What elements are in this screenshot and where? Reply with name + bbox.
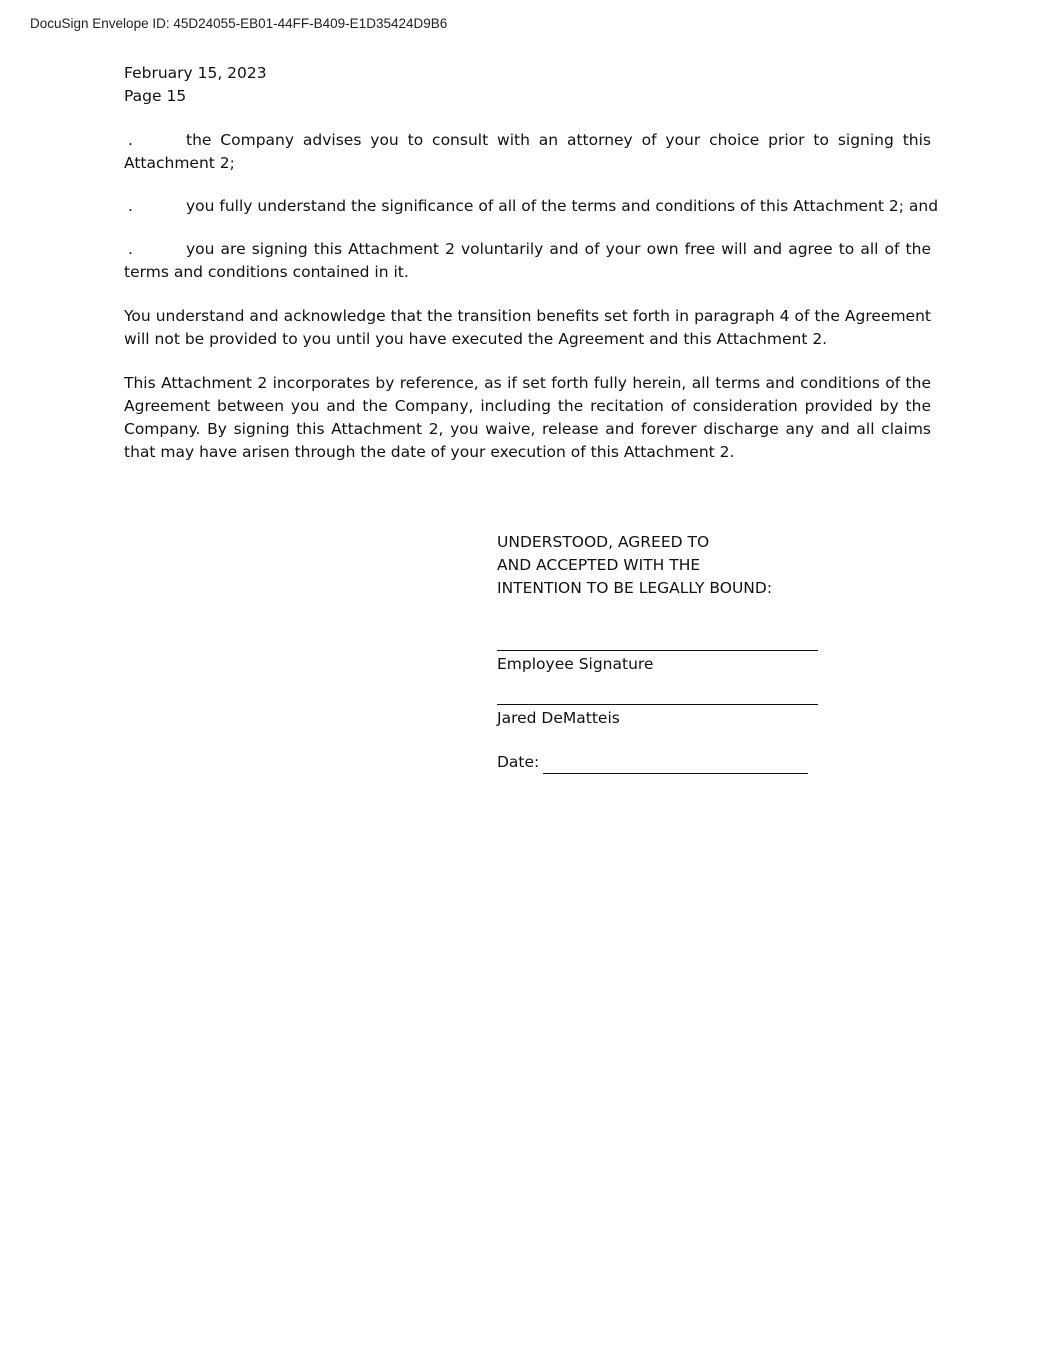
bullet-marker: .: [128, 131, 133, 149]
bullet-item-attorney: [124, 129, 931, 175]
date-row: [497, 751, 827, 774]
docusign-envelope-id: DocuSign Envelope ID: 45D24055-EB01-44FF-B409-E1D35424D9B6: [30, 16, 448, 31]
signature-block: [497, 531, 827, 774]
document-date: February 15, 2023: [124, 64, 267, 82]
employee-signature-label: Employee Signature: [497, 655, 654, 673]
bullet-item-voluntary: [124, 238, 931, 284]
bullet-marker: .: [128, 240, 133, 258]
document-page: [124, 62, 939, 464]
date-field-line[interactable]: [543, 755, 808, 774]
bullet-text: you fully understand the significance of all of the terms and conditions of this Attachment 2; and: [186, 197, 939, 215]
date-label: Date:: [497, 753, 540, 771]
bullet-marker: .: [128, 197, 133, 215]
paragraph-transition-benefits: You understand and acknowledge that the transition benefits set forth in paragraph 4 of the Agreement will not be provided to you until you have executed the Agreement and this Attachment 2.: [124, 307, 931, 348]
signer-name-label: Jared DeMatteis: [497, 709, 620, 727]
acceptance-heading-line-2: AND ACCEPTED WITH THE: [497, 556, 701, 574]
page-number: Page 15: [124, 87, 187, 105]
bullet-text: you are signing this Attachment 2 voluntarily and of your own free will and agree to all of the terms and conditions contained in it.: [124, 240, 931, 281]
paragraph-incorporation: This Attachment 2 incorporates by reference, as if set forth fully herein, all terms and conditions of the Agreement between you and the Company, including the recitation of consideration provided by the Company. By signing this Attachment 2, you waive, release and forever discharge any and all claims that may have arisen through the date of your execution of this Attachment 2.: [124, 374, 931, 461]
bullet-item-understand: [124, 195, 939, 218]
acceptance-heading-line-3: INTENTION TO BE LEGALLY BOUND:: [497, 579, 773, 597]
bullet-text: the Company advises you to consult with an attorney of your choice prior to signing this Attachment 2;: [124, 131, 931, 172]
acceptance-heading-line-1: UNDERSTOOD, AGREED TO: [497, 533, 710, 551]
